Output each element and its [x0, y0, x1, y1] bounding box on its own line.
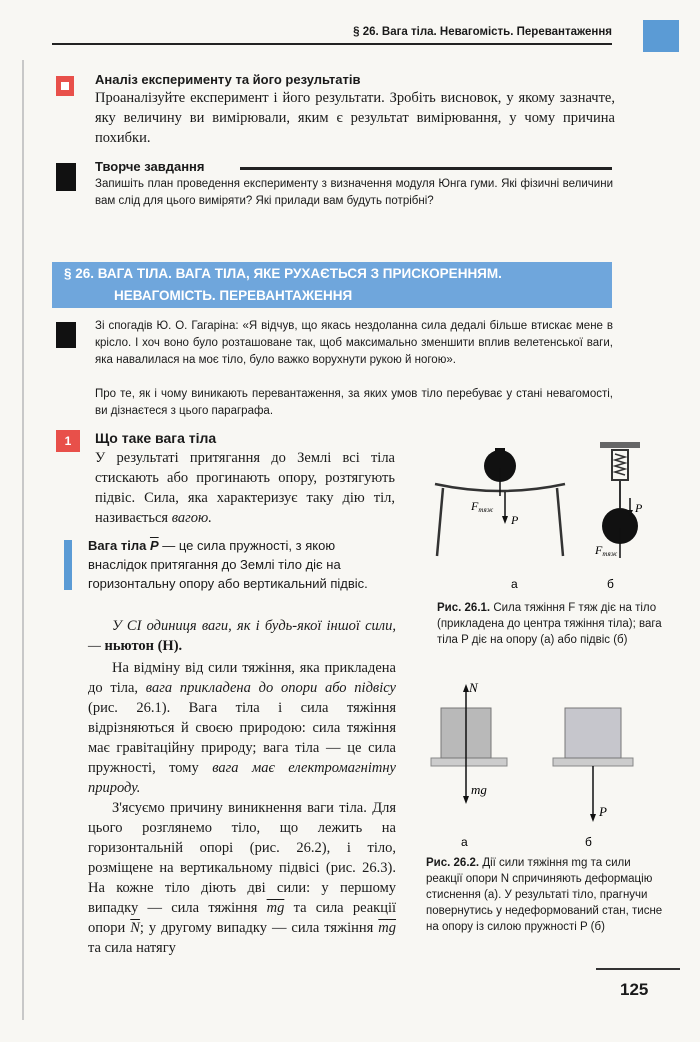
para-intro: [95, 448, 395, 528]
section-banner: [52, 262, 612, 308]
page-number: 125: [620, 980, 649, 999]
para-difference-a: На відміну від сили тяжіння, яка прикладена до тіла,: [88, 660, 396, 696]
intro-marker-icon: [56, 322, 76, 348]
para-cause-mg: $\overline{mg}$: [266, 900, 285, 916]
page-number-rule: [596, 968, 680, 970]
fig1-caption-label: Рис. 26.1.: [437, 602, 491, 614]
fig2-label-mg: mg: [471, 782, 487, 797]
analysis-heading: Аналіз експерименту та його результатів: [95, 72, 361, 87]
para-cause: [88, 798, 396, 958]
figure-26-2: [425, 680, 675, 850]
creative-heading: Творче завдання: [95, 159, 205, 174]
subsection-heading: Що таке вага тіла: [95, 430, 217, 446]
analysis-text: Проаналізуйте експеримент і його результати. Зробіть висновок, у якому зазначте, яку величину ви вимірювали, яким є результат вимірювання, у чому причина похибки.: [95, 90, 615, 146]
analysis-marker-dot: [61, 82, 69, 90]
para-intro-text: У результаті притягання до Землі всі тіла стискають або прогинають опору, розтягують підвіс. Сила, яка характеризує таку дію тіл, називається: [95, 450, 395, 526]
margin-line: [22, 60, 24, 1020]
para-cause-d: та сила натягу: [88, 940, 176, 956]
creative-text: Запишіть план проведення експерименту з визначення модуля Юнга гуми. Які фізичні величини вам слід для цього виміряти? Які прилади вам будуть потрібні?: [95, 178, 613, 207]
para-cause-N: $\overline{N}$: [130, 920, 140, 936]
support-a: [431, 758, 507, 766]
fig1-label-P-b: P: [635, 501, 643, 515]
block-b: [565, 708, 621, 758]
para-cause-b: та сила реакції опори: [88, 900, 397, 936]
para-difference: [88, 658, 396, 798]
arrowhead-P: [590, 814, 596, 822]
section-banner-line2: НЕВАГОМІСТЬ. ПЕРЕВАНТАЖЕННЯ: [114, 288, 353, 303]
fig2-label-a: а: [461, 835, 468, 849]
figure-26-1-caption: [437, 600, 667, 648]
para-difference-c: (рис. 26.1). Вага тіла і сила тяжіння відрізняються й своєю природою: сила тяжіння має гравітаційну природу; вага тіла — це сила пружності, тому: [88, 700, 396, 776]
creative-rule: [240, 167, 612, 170]
fig2-label-P: P: [599, 804, 607, 819]
figure-26-1: [425, 438, 675, 600]
intro-quote: Зі спогадів Ю. О. Гагаріна: «Я відчув, що якась нездоланна сила дедалі більше втискає мене в крісло. І хоч воно було розташоване так, щоб максимально зменшити вплив велетенської ваги, яка навалилася на моє тіло, було важко ворухнути рукою й ногою».: [95, 320, 613, 366]
spring-coil: [615, 454, 625, 475]
para-difference-b: вага прикладена до опори або підвісу: [145, 680, 396, 696]
fig2-caption-label: Рис. 26.2.: [426, 857, 480, 869]
fig1-label-F-a: Fтяж: [471, 499, 494, 514]
definition-term: Вага тіла: [88, 538, 147, 553]
fig2-caption-text: Дії сили тяжіння mg та сили реакції опори N спричиняють деформацію стиснення (а). У результаті тіло, прагнучи повернутись у недеформований стан, тисне на опору із силою пружності P (б): [426, 857, 663, 933]
ball-a-hook: [495, 448, 505, 452]
si-unit-para: [88, 616, 396, 656]
fig1-caption-text: Сила тяжіння F тяж діє на тіло (прикладена до центра тяжіння тіла); вага тіла P діє на опору (а) або підвіс (б): [437, 602, 662, 646]
running-header: § 26. Вага тіла. Невагомість. Перевантаження: [353, 26, 612, 38]
subsection-number-badge: 1: [56, 430, 80, 452]
arrowhead-P-a: [502, 516, 508, 524]
fig1-label-a: а: [511, 577, 518, 591]
para-cause-mg2: $\overline{mg}$: [378, 920, 397, 936]
analysis-marker-icon: [56, 76, 74, 96]
definition-marker-icon: [64, 540, 72, 590]
header-color-tab: [643, 20, 679, 52]
fig1-label-b: б: [607, 577, 614, 591]
table-legs: [437, 488, 563, 556]
fig2-label-N: N: [469, 680, 478, 695]
figure-26-2-caption: [426, 855, 666, 935]
para-difference-d: вага має електромагнітну природу.: [88, 760, 396, 796]
para-intro-term: вагою.: [171, 510, 212, 526]
si-unit-name: ньютон (Н).: [104, 638, 183, 654]
fig2-label-b: б: [585, 835, 592, 849]
support-b: [553, 758, 633, 766]
header-rule: [52, 43, 612, 45]
creative-marker-icon: [56, 163, 76, 191]
definition-block: [88, 536, 396, 593]
intro-question: Про те, як і чому виникають перевантаження, за яких умов тіло перебуває у стані невагомості, ви дізнаєтеся з цього параграфа.: [95, 388, 613, 417]
definition-symbol: $\overline{P}$: [149, 538, 159, 553]
fig1-label-P-a: P: [511, 513, 519, 527]
arrowhead-mg: [463, 796, 469, 804]
section-banner-line1: § 26. ВАГА ТІЛА. ВАГА ТІЛА, ЯКЕ РУХАЄТЬСЯ З ПРИСКОРЕННЯМ.: [64, 266, 502, 281]
para-cause-c: ; у другому випадку — сила тяжіння: [139, 920, 374, 936]
fig1-label-F-b: Fтяж: [595, 543, 618, 558]
ceiling-mount: [600, 442, 640, 448]
definition-text: — це сила пружності, з якою внаслідок притягання до Землі тіло діє на горизонтальну опору або вертикальний підвіс.: [88, 538, 368, 591]
para-cause-a: З'ясуємо причину виникнення ваги тіла. Для цього розглянемо тіло, що лежить на горизонтальній опорі (рис. 26.2), і тіло, розміщене на вертикальному підвісі (рис. 26.3). На кожне тіло діють дві сили: у першому випадку — сила тяжіння: [88, 800, 396, 916]
si-unit-text: У СІ одиниця ваги, як і будь-якої іншої сили,—: [88, 618, 396, 654]
